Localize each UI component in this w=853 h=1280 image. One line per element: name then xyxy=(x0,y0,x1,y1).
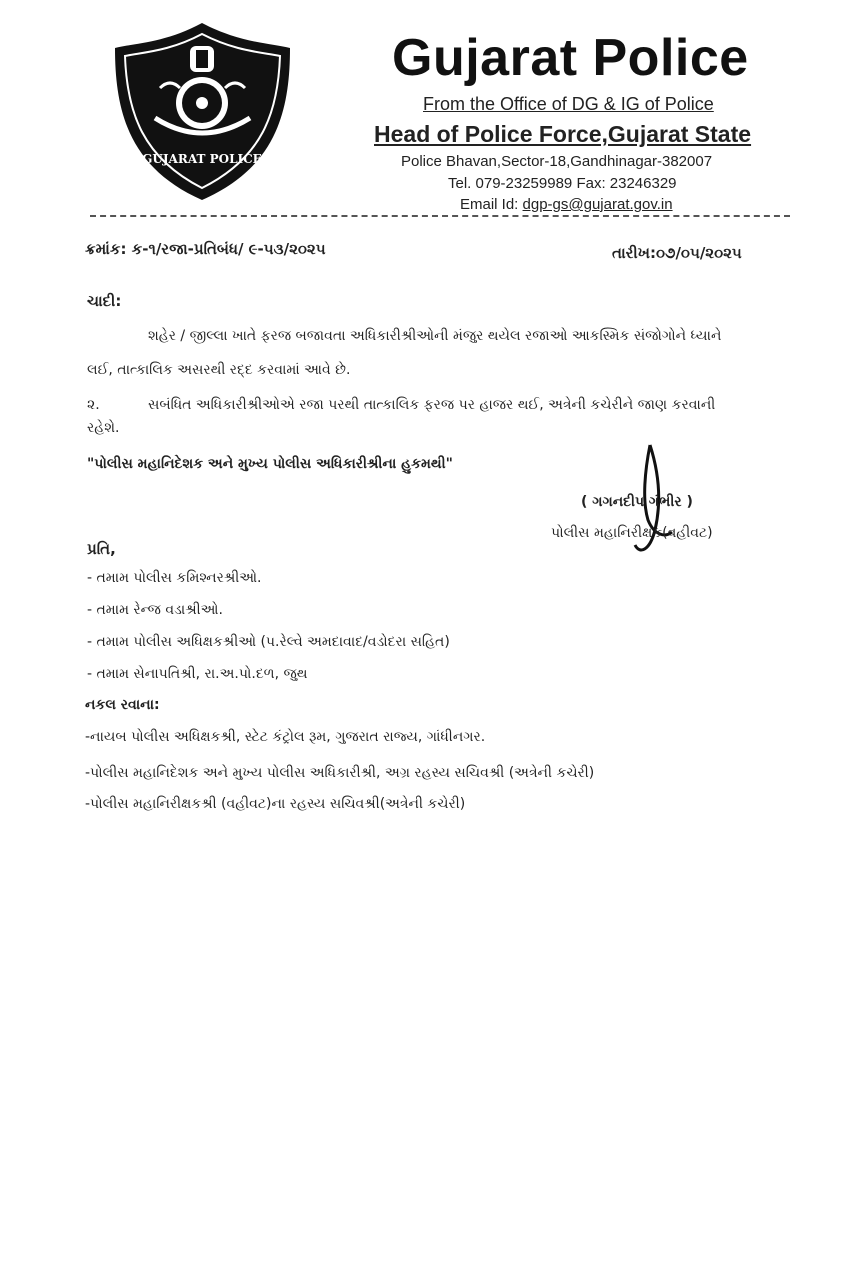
divider xyxy=(90,215,790,217)
office-line: From the Office of DG & IG of Police xyxy=(423,94,714,114)
recipient-item: - તમામ પોલીસ કમિશ્નરશ્રીઓ. xyxy=(87,570,262,586)
para1-line1: શહેર / જીલ્લા ખાતે ફરજ બજાવતા અધિકારીશ્રીઓની મંજુર થયેલ રજાઓ આકસ્મિક સંજોગોને ધ્યાને xyxy=(148,328,722,344)
address: Police Bhavan,Sector-18,Gandhinagar-382007 xyxy=(401,153,713,170)
email-line xyxy=(460,196,673,213)
head-line: Head of Police Force,Gujarat State xyxy=(374,121,752,147)
copy-item: -નાયબ પોલીસ અધિક્ષકશ્રી, સ્ટેટ કંટ્રોલ રૂમ, ગુજરાત રાજ્ય, ગાંધીનગર. xyxy=(85,729,486,745)
email-link[interactable]: dgp-gs@gujarat.gov.in xyxy=(522,196,673,213)
order-line: "પોલીસ મહાનિદેશક અને મુખ્ય પોલીસ અધિકારીશ્રીના હુકમથી" xyxy=(87,456,453,472)
document-date: તારીખ:૦૭/૦૫/૨૦૨૫ xyxy=(612,244,742,262)
recipients-label: પ્રતિ, xyxy=(87,540,116,558)
signatory-designation: પોલીસ મહાનિરીક્ષક(વહીવટ) xyxy=(551,525,713,541)
emblem-lettering: GUJARAT POLICE xyxy=(142,152,262,166)
para2-line2: રહેશે. xyxy=(87,420,120,436)
subject-label: ચાદી: xyxy=(87,292,122,310)
para1-line2: લઈ, તાત્કાલિક અસરથી રદ્દ કરવામાં આવે છે. xyxy=(87,362,351,378)
recipient-item: - તમામ સેનાપતિશ્રી, રા.અ.પો.દળ, જુથ xyxy=(87,666,308,682)
copy-item: -પોલીસ મહાનિદેશક અને મુખ્ય પોલીસ અધિકારીશ્રી, અગ્ર રહસ્ય સચિવશ્રી (અત્રેની કચેરી) xyxy=(85,765,595,781)
copy-item: -પોલીસ મહાનિરીક્ષકશ્રી (વહીવટ)ના રહસ્ય સચિવશ્રી(અત્રેની કચેરી) xyxy=(85,796,466,812)
recipient-item: - તમામ રેન્જ વડાશ્રીઓ. xyxy=(87,602,223,618)
copies-label: નકલ રવાના: xyxy=(85,697,160,713)
para2-line1: સબંધિત અધિકારીશ્રીઓએ રજા પરથી તાત્કાલિક ફરજ પર હાજર થઈ, અત્રેની કચેરીને જાણ કરવાની xyxy=(148,397,716,413)
signatory-name: ( ગગનદીપ ગંભીર ) xyxy=(581,494,693,510)
gujarat-police-emblem xyxy=(110,18,295,203)
email-label: Email Id: xyxy=(460,196,519,213)
recipient-item: - તમામ પોલીસ અધિક્ષકશ્રીઓ (પ.રેલ્વે અમદાવાદ/વડોદરા સહિત) xyxy=(87,634,450,650)
para2-number: ૨. xyxy=(87,397,100,413)
telephone: Tel. 079-23259989 Fax: 23246329 xyxy=(448,175,677,192)
page-title: Gujarat Police xyxy=(392,29,749,87)
reference-number: ક્રમાંક: ક-૧/રજા-પ્રતિબંધ/ ૯-૫૩/૨૦૨૫ xyxy=(85,240,326,258)
